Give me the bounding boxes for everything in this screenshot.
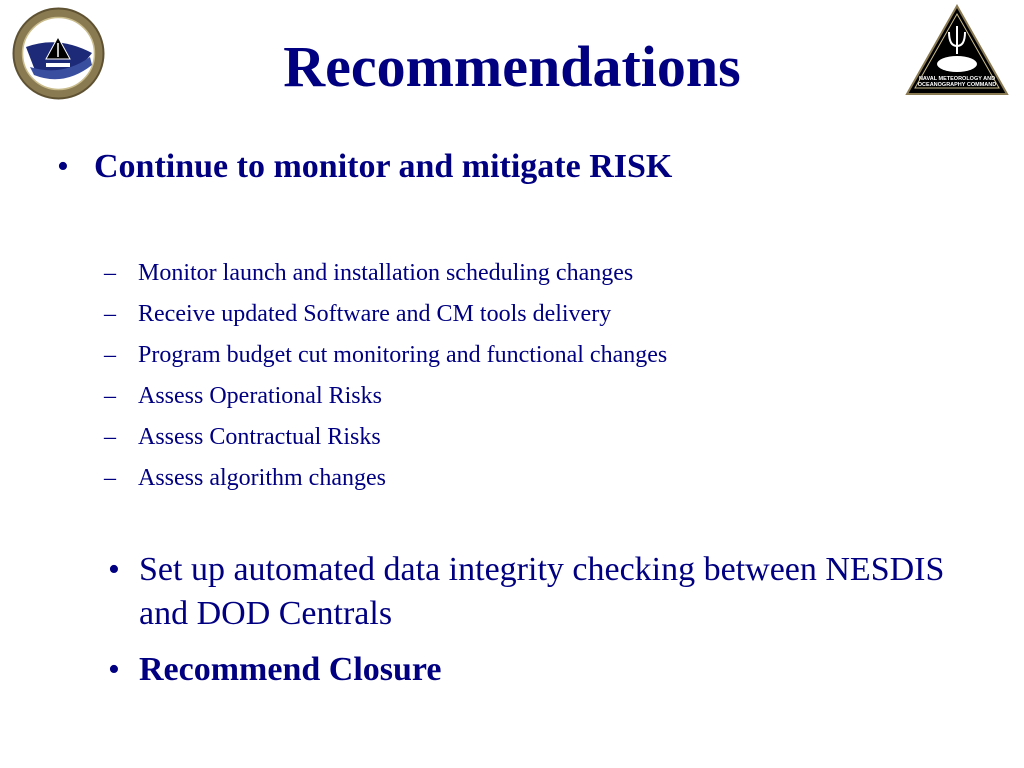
lower-bullet-text: Recommend Closure xyxy=(139,651,442,688)
slide-title: Recommendations xyxy=(283,34,741,99)
sub-bullet-list xyxy=(104,258,667,504)
dash-glyph: – xyxy=(104,260,116,286)
lower-bullet-item xyxy=(108,548,988,636)
sub-bullet-item xyxy=(104,463,667,504)
sub-bullet-item xyxy=(104,299,667,340)
dash-glyph: – xyxy=(104,383,116,409)
main-bullet xyxy=(57,148,672,186)
emblem-text-line2: OCEANOGRAPHY COMMAND xyxy=(917,82,997,88)
lower-bullet-list xyxy=(108,548,988,704)
sub-bullet-text: Receive updated Software and CM tools delivery xyxy=(138,301,612,327)
bullet-glyph: • xyxy=(108,651,120,688)
emblem-text-line1: NAVAL METEOROLOGY AND xyxy=(918,76,996,82)
dash-glyph: – xyxy=(104,301,116,327)
sub-bullet-text: Monitor launch and installation scheduling changes xyxy=(138,260,634,286)
sub-bullet-text: Program budget cut monitoring and functional changes xyxy=(138,342,668,368)
dash-glyph: – xyxy=(104,465,116,491)
sub-bullet-item xyxy=(104,422,667,463)
main-bullet-text: Continue to monitor and mitigate RISK xyxy=(94,148,673,185)
sub-bullet-item xyxy=(104,381,667,422)
dash-glyph: – xyxy=(104,342,116,368)
sub-bullet-text: Assess algorithm changes xyxy=(138,465,386,491)
sub-bullet-text: Assess Contractual Risks xyxy=(138,424,381,450)
bullet-glyph: • xyxy=(57,148,69,185)
sub-bullet-text: Assess Operational Risks xyxy=(138,383,382,409)
lower-bullet-text: Set up automated data integrity checking between NESDIS and DOD Centrals xyxy=(139,551,945,632)
bullet-glyph: • xyxy=(108,551,120,588)
sub-bullet-item xyxy=(104,340,667,381)
lower-bullet-item xyxy=(108,648,988,692)
sub-bullet-item xyxy=(104,258,667,299)
dash-glyph: – xyxy=(104,424,116,450)
